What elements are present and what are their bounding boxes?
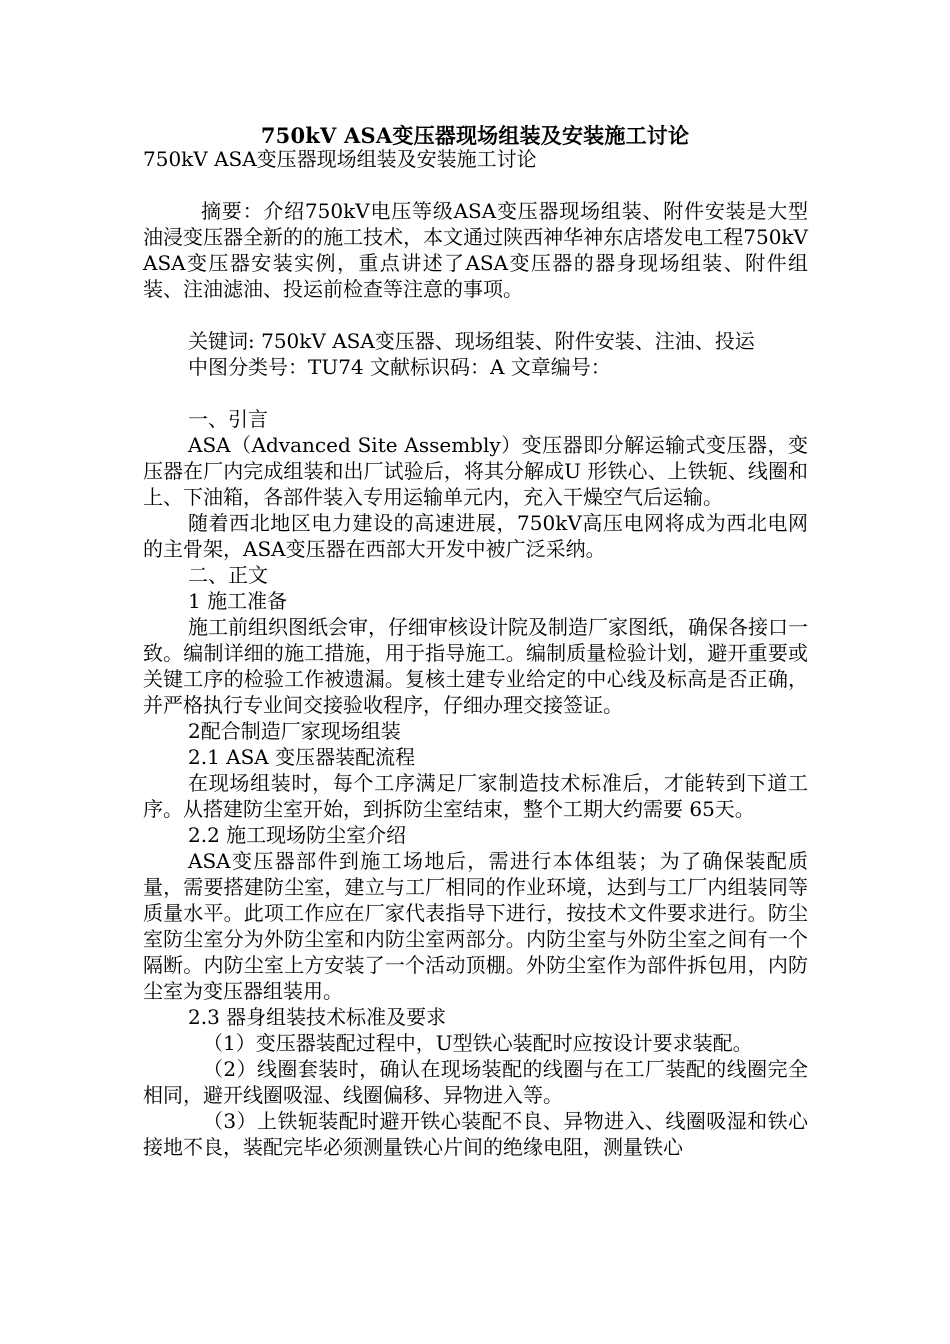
dust-room-paragraph: ASA变压器部件到施工场地后，需进行本体组装；为了确保装配质量，需要搭建防尘室，建立与工厂相同的作业环境，达到与工厂内组装同等质量水平。此项工作应在厂家代表指导下进行，按技术文件要求进行。防尘室防尘室分为外防尘室和内防尘室两部分。内防尘室与外防尘室之间有一个隔断。内防尘室上方安装了一个活动顶棚。外防尘室作为部件拆包用，内防尘室为变压器组装用。 bbox=[143, 849, 808, 1003]
spacer bbox=[143, 172, 808, 198]
spacer bbox=[143, 380, 808, 406]
keywords-paragraph: 关键词: 750kV ASA变压器、现场组装、附件安装、注油、投运 bbox=[188, 329, 755, 353]
list-item-2: （2）线圈套装时，确认在现场装配的线圈与在工厂装配的线圈完全相同，避开线圈吸湿、线圈偏移、异物进入等。 bbox=[143, 1057, 808, 1107]
section-heading-intro: 一、引言 bbox=[188, 407, 268, 431]
section-heading-main: 二、正文 bbox=[188, 563, 268, 587]
document-body bbox=[143, 146, 808, 1160]
intro-paragraph-2: 随着西北地区电力建设的高速进展，750kV高压电网将成为西北电网的主骨架，ASA变压器在西部大开发中被广泛采纳。 bbox=[143, 511, 808, 561]
assembly-flow-paragraph: 在现场组装时，每个工序满足厂家制造技术标准后，才能转到下道工序。从搭建防尘室开始，到拆防尘室结束，整个工期大约需要 65天。 bbox=[143, 771, 808, 821]
intro-paragraph-1: ASA（Advanced Site Assembly）变压器即分解运输式变压器，变压器在厂内完成组装和出厂试验后，将其分解成U 形铁心、上铁轭、线圈和上、下油箱，各部件装入专用运输单元内，充入干燥空气后运输。 bbox=[143, 433, 808, 509]
subsection-heading-1: 1 施工准备 bbox=[188, 589, 288, 613]
spacer bbox=[143, 302, 808, 328]
subsection-heading-2-1: 2.1 ASA 变压器装配流程 bbox=[188, 745, 416, 769]
abstract-paragraph: 摘要：介绍750kV电压等级ASA变压器现场组装、附件安装是大型油浸变压器全新的的施工技术，本文通过陕西神华神东店塔发电工程750kV ASA变压器安装实例，重点讲述了ASA变压器的器身现场组装、附件组装、注油滤油、投运前检查等注意的事项。 bbox=[143, 199, 808, 301]
subsection-heading-2-3: 2.3 器身组装技术标准及要求 bbox=[188, 1005, 447, 1029]
subsection-heading-2: 2配合制造厂家现场组装 bbox=[188, 719, 401, 743]
list-item-1: （1）变压器装配过程中，U型铁心装配时应按设计要求装配。 bbox=[203, 1031, 753, 1055]
document-subtitle: 750kV ASA变压器现场组装及安装施工讨论 bbox=[143, 147, 537, 171]
document-title: 750kV ASA变压器现场组装及安装施工讨论 bbox=[260, 123, 690, 148]
preparation-paragraph: 施工前组织图纸会审，仔细审核设计院及制造厂家图纸，确保各接口一致。编制详细的施工措施，用于指导施工。编制质量检验计划，避开重要或关键工序的检验工作被遗漏。复核土建专业给定的中心线及标高是否正确，并严格执行专业间交接验收程序，仔细办理交接签证。 bbox=[143, 615, 808, 717]
list-item-3: （3）上铁轭装配时避开铁心装配不良、异物进入、线圈吸湿和铁心接地不良，装配完毕必须测量铁心片间的绝缘电阻，测量铁心 bbox=[143, 1109, 808, 1159]
subsection-heading-2-2: 2.2 施工现场防尘室介绍 bbox=[188, 823, 407, 847]
classification-paragraph: 中图分类号：TU74 文献标识码：A 文章编号： bbox=[188, 355, 611, 379]
